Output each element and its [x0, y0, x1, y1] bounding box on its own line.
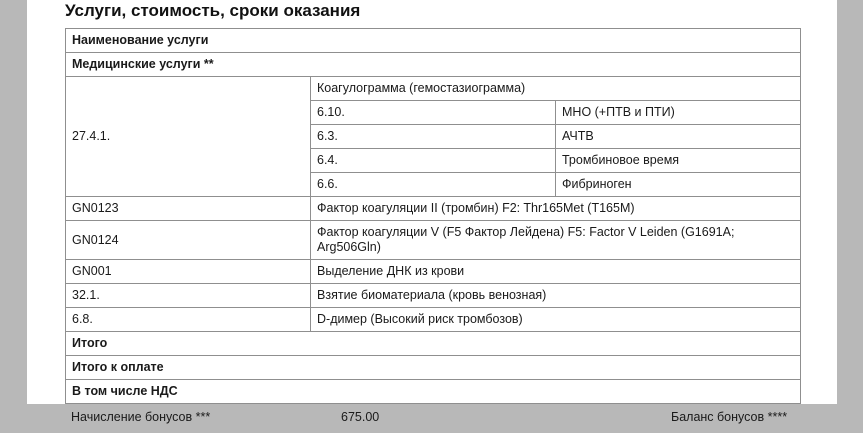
bonus-accrual-label: Начисление бонусов ***: [71, 410, 211, 424]
group-code: 27.4.1.: [66, 77, 311, 197]
item-name: Фибриноген: [556, 173, 801, 197]
services-table: [65, 28, 801, 404]
total-label: Итого: [66, 332, 801, 356]
row-name: Фактор коагуляции II (тромбин) F2: Thr165Met (T165M): [311, 197, 801, 221]
row-name: Выделение ДНК из крови: [311, 260, 801, 284]
table-row: [66, 260, 801, 284]
document-page: [27, 0, 837, 424]
bonus-balance-label: Баланс бонусов ****: [671, 410, 788, 424]
table-total-row: [66, 380, 801, 404]
item-name: Тромбиновое время: [556, 149, 801, 173]
row-code: GN0123: [66, 197, 311, 221]
table-row: [66, 77, 801, 101]
table-section-row: [66, 53, 801, 77]
section-medical-services: Медицинские услуги **: [66, 53, 801, 77]
row-code: GN001: [66, 260, 311, 284]
table-row: [66, 284, 801, 308]
row-code: 6.8.: [66, 308, 311, 332]
column-header-service-name: Наименование услуги: [66, 29, 801, 53]
row-name: D-димер (Высокий риск тромбозов): [311, 308, 801, 332]
page-title: Услуги, стоимость, сроки оказания: [65, 1, 361, 20]
item-name: МНО (+ПТВ и ПТИ): [556, 101, 801, 125]
row-name: Фактор коагуляции V (F5 Фактор Лейдена) F5: Factor V Leiden (G1691A; Arg506Gln): [311, 221, 801, 260]
item-sub-code: 6.4.: [311, 149, 556, 173]
vat-label: В том числе НДС: [66, 380, 801, 404]
table-row: [66, 197, 801, 221]
table-total-row: [66, 356, 801, 380]
total-payable-label: Итого к оплате: [66, 356, 801, 380]
table-total-row: [66, 332, 801, 356]
row-name: Взятие биоматериала (кровь венозная): [311, 284, 801, 308]
item-sub-code: 6.3.: [311, 125, 556, 149]
table-row: [66, 308, 801, 332]
row-code: 32.1.: [66, 284, 311, 308]
item-name: АЧТВ: [556, 125, 801, 149]
item-sub-code: 6.6.: [311, 173, 556, 197]
row-code: GN0124: [66, 221, 311, 260]
bonus-accrual-value: 675.00: [341, 410, 380, 424]
table-header-row: [66, 29, 801, 53]
table-row: [66, 221, 801, 260]
group-title: Коагулограмма (гемостазиограмма): [311, 77, 801, 101]
bonus-row: [65, 404, 801, 424]
item-sub-code: 6.10.: [311, 101, 556, 125]
